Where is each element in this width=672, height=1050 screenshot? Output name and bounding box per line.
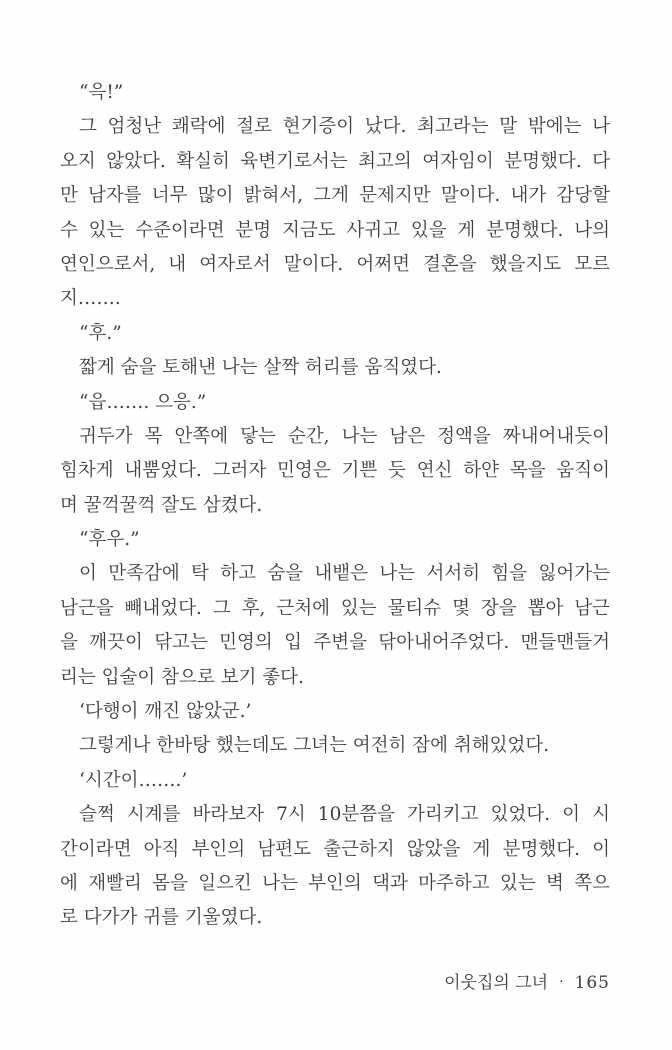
text-line: 간이라면 아직 부인의 남편도 출근하지 않았을 게 분명했다. 이 [60,838,610,860]
text-line: 남근을 빼내었다. 그 후, 근처에 있는 물티슈 몇 장을 뽑아 남근 [60,597,610,619]
text-line: 그렇게나 한바탕 했는데도 그녀는 여전히 잠에 취해있었다. [79,735,550,757]
text-line: 슬쩍 시계를 바라보자 7시 10분쯤을 가리키고 있었다. 이 시 [79,804,610,826]
text-line: ‘다행이 깨진 않았군.’ [79,701,252,723]
page-number: 165 [574,973,610,993]
text-line: 짧게 숨을 토해낸 나는 살짝 허리를 움직였다. [79,357,442,379]
text-line: “후.” [79,322,122,344]
text-line: “후우.” [79,529,140,551]
text-line: 오지 않았다. 확실히 육변기로서는 최고의 여자임이 분명했다. 다 [60,150,610,172]
text-line: 이 만족감에 탁 하고 숨을 내뱉은 나는 서서히 힘을 잃어가는 [79,563,610,585]
text-line: 을 깨끗이 닦고는 민영의 입 주변을 닦아내어주었다. 맨들맨들거 [60,632,610,654]
text-line: 로 다가가 귀를 기울였다. [60,907,263,929]
text-line: 리는 입술이 참으로 보기 좋다. [60,666,304,688]
text-line: 만 남자를 너무 많이 밝혀서, 그게 문제지만 말이다. 내가 감당할 [60,185,610,207]
text-line: 그 엄청난 쾌락에 절로 현기증이 났다. 최고라는 말 밖에는 나 [79,116,610,138]
text-line: 힘차게 내뿜었다. 그러자 민영은 기쁜 듯 연신 하얀 목을 움직이 [60,460,610,482]
body-text [60,76,610,936]
text-line: 귀두가 목 안쪽에 닿는 순간, 나는 남은 정액을 짜내어내듯이 [79,425,610,447]
text-line: 수 있는 수준이라면 분명 지금도 사귀고 있을 게 분명했다. 나의 [60,219,610,241]
text-line: 며 꿀꺽꿀꺽 잘도 삼켰다. [60,494,263,516]
page-footer [444,968,610,993]
text-line: “윽!” [79,82,124,103]
text-line: 연인으로서, 내 여자로서 말이다. 어쩌면 결혼을 했을지도 모르 [60,253,610,275]
text-line: 지……. [60,288,121,310]
text-line: “읍……. 으응.” [79,391,207,413]
text-line: 에 재빨리 몸을 일으킨 나는 부인의 댁과 마주하고 있는 벽 쪽으 [60,872,610,894]
footer-separator-dot: · [559,974,564,990]
running-title: 이웃집의 그녀 [444,973,549,993]
text-line: ‘시간이…….’ [79,769,188,791]
